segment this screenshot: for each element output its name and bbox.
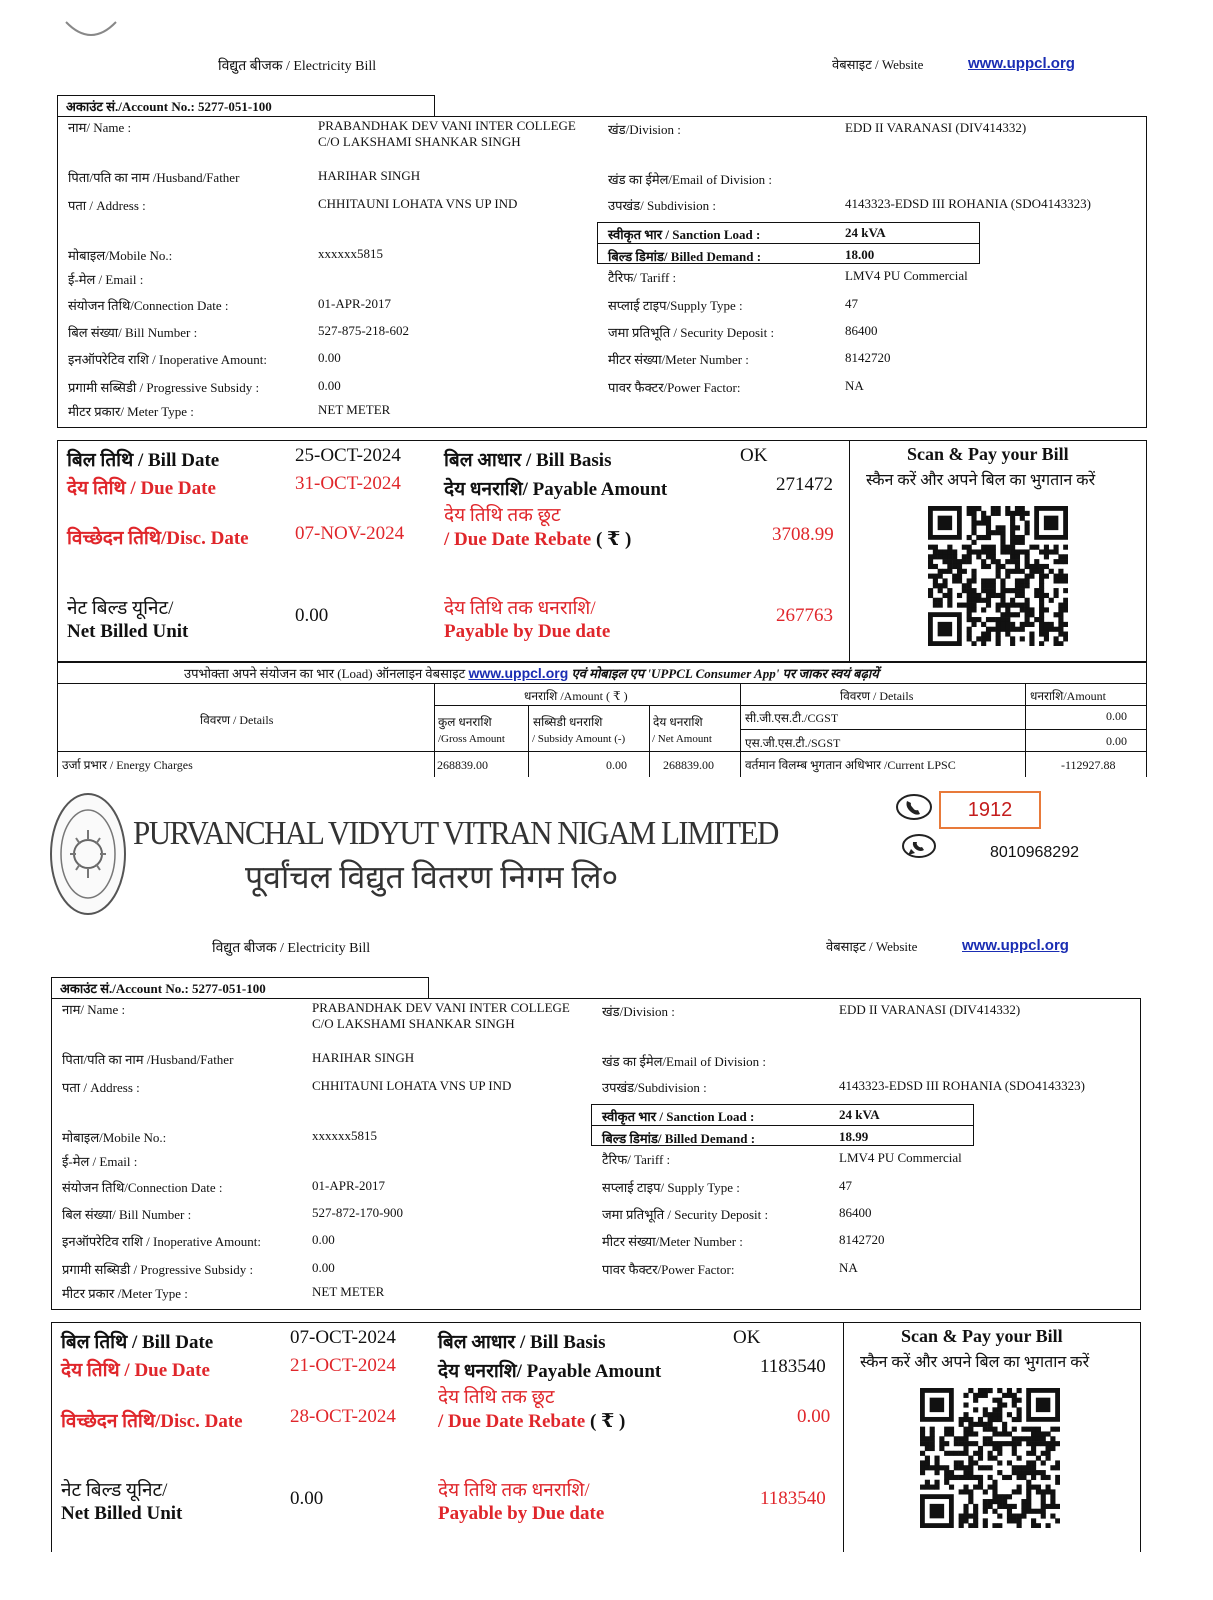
- scan-pay-subtitle: स्कैन करें और अपने बिल का भुगतान करें: [860, 1354, 1090, 1371]
- net-unit-label-hi: नेट बिल्ड यूनिट/: [67, 598, 174, 619]
- right-field-label: स्वीकृत भार / Sanction Load :: [602, 1109, 755, 1124]
- rebate-label-en: / Due Date Rebate ( ₹ ): [438, 1411, 626, 1432]
- bill-title: विद्युत बीजक / Electricity Bill: [218, 59, 377, 74]
- right-field-label: मीटर संख्या/Meter Number :: [602, 1234, 743, 1249]
- due-date-label: देय तिथि / Due Date: [61, 1360, 210, 1381]
- charge-row-gross: 268839.00: [437, 758, 488, 772]
- left-field-label: नाम/ Name :: [62, 1002, 126, 1017]
- payable-amount: 1183540: [760, 1356, 826, 1377]
- net-unit: 0.00: [290, 1488, 324, 1509]
- left-field-value: 01-APR-2017: [318, 296, 391, 311]
- left-field-value: NET METER: [312, 1284, 385, 1299]
- logo-partial-top: [62, 18, 120, 42]
- right-field-value: 24 kVA: [839, 1107, 880, 1122]
- left-field-label: नाम/ Name :: [68, 120, 132, 135]
- table-col-subsidy: [528, 705, 529, 777]
- right-field-value: LMV4 PU Commercial: [845, 268, 968, 283]
- left-field-label: पिता/पति का नाम /Husband/Father: [68, 170, 240, 185]
- table-header-bottom: [57, 751, 1147, 752]
- right-field-value: NA: [839, 1260, 858, 1275]
- right-field-label: टैरिफ/ Tariff :: [602, 1152, 671, 1167]
- bill-basis: OK: [733, 1327, 761, 1348]
- net-unit: 0.00: [295, 605, 329, 626]
- bydue-label-hi: देय तिथि तक धनराशि/: [444, 598, 596, 619]
- net-unit-label-hi: नेट बिल्ड यूनिट/: [61, 1480, 168, 1501]
- cgst-label: सी.जी.एस.टी./CGST: [745, 711, 839, 725]
- left-field-label: मोबाइल/Mobile No.:: [68, 248, 173, 263]
- table-top-line: [57, 683, 1147, 684]
- rebate-label-hi: देय तिथि तक छूट: [444, 505, 561, 526]
- right-field-label: उपखंड/Subdivision :: [602, 1080, 707, 1095]
- left-field-label: संयोजन तिथि/Connection Date :: [62, 1180, 223, 1195]
- account-number: अकाउंट सं./Account No.: 5277-051-100: [51, 977, 429, 999]
- right-field-label: खंड/Division :: [608, 122, 681, 137]
- bill-date: 25-OCT-2024: [295, 445, 401, 466]
- cgst-value: 0.00: [1106, 709, 1127, 723]
- right-field-value: 4143323-EDSD III ROHANIA (SDO4143323): [839, 1078, 1085, 1093]
- net-unit-label-en: Net Billed Unit: [67, 621, 189, 642]
- summary-divider: [843, 1322, 844, 1552]
- right-field-label: सप्लाई टाइप/ Supply Type :: [602, 1180, 740, 1195]
- lpsc-value: -112927.88: [1061, 758, 1116, 772]
- left-field-label: मीटर प्रकार/ Meter Type :: [68, 404, 194, 419]
- lpsc-label: वर्तमान विलम्ब भुगतान अधिभार /Current LPSC: [745, 758, 956, 772]
- table-col-details: [434, 683, 435, 777]
- right-field-value: 47: [845, 296, 858, 311]
- right-field-label: बिल्ड डिमांड/ Billed Demand :: [602, 1131, 756, 1146]
- bydue-label-en: Payable by Due date: [444, 621, 611, 642]
- right-field-label: उपखंड/ Subdivision :: [608, 198, 716, 213]
- left-field-label: पता / Address :: [68, 198, 146, 213]
- disc-date: 07-NOV-2024: [295, 523, 405, 544]
- charge-row-subsidy: 0.00: [606, 758, 627, 772]
- rebate-label-hi: देय तिथि तक छूट: [438, 1387, 555, 1408]
- left-field-value: NET METER: [318, 402, 391, 417]
- right-field-value: 4143323-EDSD III ROHANIA (SDO4143323): [845, 196, 1091, 211]
- right-field-value: 18.00: [845, 247, 875, 262]
- bill-date-label: बिल तिथि / Bill Date: [61, 1332, 214, 1353]
- left-field-value: xxxxxx5815: [318, 246, 383, 261]
- load-divider: [591, 1125, 974, 1126]
- right-field-label: पावर फैक्टर/Power Factor:: [608, 380, 741, 395]
- right-field-label: खंड/Division :: [602, 1004, 675, 1019]
- right-field-label: खंड का ईमेल/Email of Division :: [608, 172, 773, 187]
- rebate-label-en: / Due Date Rebate ( ₹ ): [444, 529, 632, 550]
- notice-website-link[interactable]: www.uppcl.org: [468, 665, 569, 681]
- bill-basis-label: बिल आधार / Bill Basis: [438, 1332, 606, 1353]
- gross-header-en: /Gross Amount: [438, 733, 505, 745]
- left-field-label: बिल संख्या/ Bill Number :: [62, 1207, 192, 1222]
- right-field-label: सप्लाई टाइप/Supply Type :: [608, 298, 743, 313]
- qr-code[interactable]: [920, 1388, 1060, 1528]
- website-label: वेबसाइट / Website: [832, 57, 924, 72]
- bill-basis: OK: [740, 445, 768, 466]
- left-field-label: इनऑपरेटिव राशि / Inoperative Amount:: [62, 1234, 261, 1249]
- left-field-label: प्रगामी सब्सिडी / Progressive Subsidy :: [62, 1262, 254, 1277]
- disc-date: 28-OCT-2024: [290, 1406, 396, 1427]
- account-number: अकाउंट सं./Account No.: 5277-051-100: [57, 95, 435, 117]
- left-field-label: मीटर प्रकार /Meter Type :: [62, 1286, 188, 1301]
- load-notice: उपभोक्ता अपने संयोजन का भार (Load) ऑनलाइन वेबसाइट www.uppcl.org एवं मोबाइल एप 'UPPCL Consumer App' पर जाकर स्वयं बढ़ायें: [184, 665, 879, 681]
- left-field-value: 01-APR-2017: [312, 1178, 385, 1193]
- disc-date-label: विच्छेदन तिथि/Disc. Date: [61, 1411, 243, 1432]
- subsidy-header-hi: सब्सिडी धनराशि: [533, 715, 603, 729]
- right-field-label: बिल्ड डिमांड/ Billed Demand :: [608, 249, 762, 264]
- table-right-row-line: [740, 729, 1147, 730]
- table-col-net: [649, 705, 650, 777]
- company-name-hi: पूर्वांचल विद्युत वितरण निगम लि०: [245, 859, 619, 895]
- left-field-value: 527-875-218-602: [318, 323, 409, 338]
- left-field-label: पता / Address :: [62, 1080, 140, 1095]
- bill-date-label: बिल तिथि / Bill Date: [67, 450, 220, 471]
- gross-header-hi: कुल धनराशि: [438, 715, 492, 729]
- left-field-value: 527-872-170-900: [312, 1205, 403, 1220]
- left-field-label: मोबाइल/Mobile No.:: [62, 1130, 167, 1145]
- right-field-value: EDD II VARANASI (DIV414332): [845, 120, 1027, 135]
- left-field-label: प्रगामी सब्सिडी / Progressive Subsidy :: [68, 380, 260, 395]
- sgst-label: एस.जी.एस.टी./SGST: [745, 736, 841, 750]
- left-field-label: संयोजन तिथि/Connection Date :: [68, 298, 229, 313]
- website-link[interactable]: www.uppcl.org: [968, 55, 1075, 72]
- left-field-value: PRABANDHAK DEV VANI INTER COLLEGE C/O LAKSHAMI SHANKAR SINGH: [312, 1000, 570, 1031]
- scan-pay-title: Scan & Pay your Bill: [907, 444, 1069, 464]
- left-field-label: ई-मेल / Email :: [62, 1154, 138, 1169]
- left-field-value: 0.00: [318, 378, 341, 393]
- summary-divider: [849, 440, 850, 662]
- amount-header: धनराशि /Amount ( ₹ ): [524, 689, 628, 703]
- right-field-value: NA: [845, 378, 864, 393]
- left-field-value: PRABANDHAK DEV VANI INTER COLLEGE C/O LAKSHAMI SHANKAR SINGH: [318, 118, 576, 149]
- right-field-label: मीटर संख्या/Meter Number :: [608, 352, 749, 367]
- table-col-amount: [1025, 683, 1026, 777]
- right-field-value: EDD II VARANASI (DIV414332): [839, 1002, 1021, 1017]
- details-header: विवरण / Details: [200, 713, 274, 727]
- right-field-value: 18.99: [839, 1129, 869, 1144]
- left-field-value: 0.00: [318, 350, 341, 365]
- left-field-value: CHHITAUNI LOHATA VNS UP IND: [318, 196, 518, 211]
- right-field-label: जमा प्रतिभूति / Security Deposit :: [608, 325, 775, 340]
- subsidy-header-en: / Subsidy Amount (-): [532, 733, 626, 745]
- net-unit-label-en: Net Billed Unit: [61, 1503, 183, 1524]
- right-field-value: 24 kVA: [845, 225, 886, 240]
- table-subheader-line: [434, 705, 740, 706]
- right-field-value: LMV4 PU Commercial: [839, 1150, 962, 1165]
- bill-title: विद्युत बीजक / Electricity Bill: [212, 941, 371, 956]
- payable-amount: 271472: [776, 474, 833, 495]
- right-field-value: 8142720: [845, 350, 891, 365]
- right-field-value: 86400: [839, 1205, 872, 1220]
- right-field-label: जमा प्रतिभूति / Security Deposit :: [602, 1207, 769, 1222]
- rebate-amount: 0.00: [797, 1406, 831, 1427]
- rebate-amount: 3708.99: [772, 524, 834, 545]
- left-field-value: xxxxxx5815: [312, 1128, 377, 1143]
- table-col-right: [740, 683, 741, 777]
- scan-pay-title: Scan & Pay your Bill: [901, 1326, 1063, 1346]
- right-amount-header: धनराशि/Amount: [1030, 689, 1106, 703]
- left-field-label: पिता/पति का नाम /Husband/Father: [62, 1052, 234, 1067]
- charge-row-net: 268839.00: [663, 758, 714, 772]
- right-field-value: 8142720: [839, 1232, 885, 1247]
- scan-pay-subtitle: स्कैन करें और अपने बिल का भुगतान करें: [866, 472, 1096, 489]
- table-right-header-line: [740, 705, 1147, 706]
- load-divider: [597, 243, 980, 244]
- phone-icon: [895, 793, 933, 821]
- payable-label: देय धनराशि/ Payable Amount: [444, 479, 668, 500]
- left-field-label: ई-मेल / Email :: [68, 272, 144, 287]
- qr-code[interactable]: [928, 506, 1068, 646]
- sgst-value: 0.00: [1106, 734, 1127, 748]
- due-date: 31-OCT-2024: [295, 473, 401, 494]
- disc-date-label: विच्छेदन तिथि/Disc. Date: [67, 528, 249, 549]
- helpline-number: 1912: [939, 791, 1041, 829]
- charge-row-label: उर्जा प्रभार / Energy Charges: [62, 758, 193, 772]
- bydue-amount: 1183540: [760, 1488, 826, 1509]
- net-header-en: / Net Amount: [652, 733, 712, 745]
- net-header-hi: देय धनराशि: [653, 715, 703, 729]
- right-field-value: 86400: [845, 323, 878, 338]
- company-name-en: PURVANCHAL VIDYUT VITRAN NIGAM LIMITED: [133, 813, 778, 852]
- right-field-label: स्वीकृत भार / Sanction Load :: [608, 227, 761, 242]
- left-field-value: HARIHAR SINGH: [318, 168, 421, 183]
- due-date: 21-OCT-2024: [290, 1355, 396, 1376]
- bydue-label-hi: देय तिथि तक धनराशि/: [438, 1480, 590, 1501]
- right-field-label: टैरिफ/ Tariff :: [608, 270, 677, 285]
- bydue-amount: 267763: [776, 605, 833, 626]
- payable-label: देय धनराशि/ Payable Amount: [438, 1361, 662, 1382]
- left-field-value: CHHITAUNI LOHATA VNS UP IND: [312, 1078, 512, 1093]
- left-field-value: 0.00: [312, 1260, 335, 1275]
- whatsapp-number: 8010968292: [990, 844, 1079, 861]
- website-link[interactable]: www.uppcl.org: [962, 937, 1069, 954]
- due-date-label: देय तिथि / Due Date: [67, 478, 216, 499]
- left-field-value: 0.00: [312, 1232, 335, 1247]
- bill-date: 07-OCT-2024: [290, 1327, 396, 1348]
- right-details-header: विवरण / Details: [840, 689, 914, 703]
- website-label: वेबसाइट / Website: [826, 939, 918, 954]
- left-field-label: बिल संख्या/ Bill Number :: [68, 325, 198, 340]
- right-field-label: खंड का ईमेल/Email of Division :: [602, 1054, 767, 1069]
- right-field-label: पावर फैक्टर/Power Factor:: [602, 1262, 735, 1277]
- whatsapp-icon: [900, 833, 938, 861]
- bydue-label-en: Payable by Due date: [438, 1503, 605, 1524]
- left-field-label: इनऑपरेटिव राशि / Inoperative Amount:: [68, 352, 267, 367]
- bill-basis-label: बिल आधार / Bill Basis: [444, 450, 612, 471]
- right-field-value: 47: [839, 1178, 852, 1193]
- left-field-value: HARIHAR SINGH: [312, 1050, 415, 1065]
- company-seal-icon: [48, 790, 128, 918]
